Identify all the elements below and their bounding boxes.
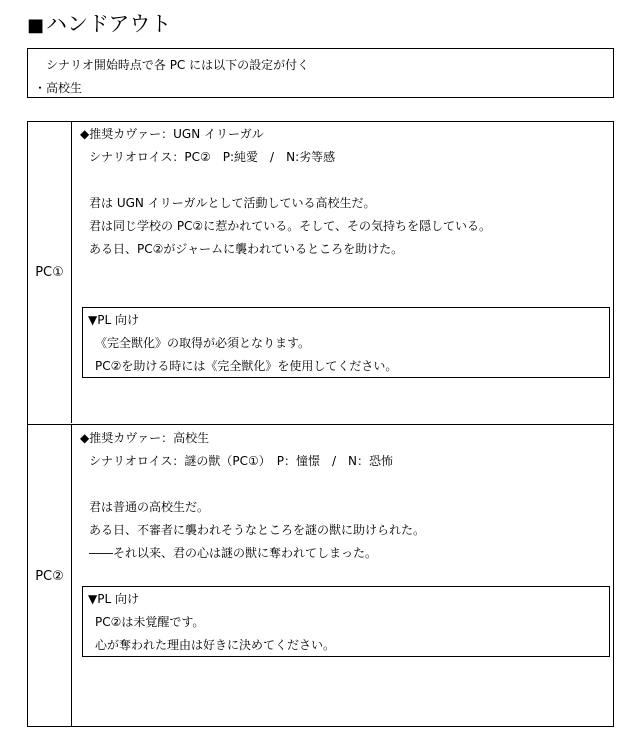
pc2-cover: ◆推奨カヴァー：高校生 [80,431,210,445]
pc1-lois: シナリオロイス：PC② P:純愛 / N:劣等感 [89,150,336,164]
pc2-pl-line: PC②は未覚醒です。 [95,615,205,629]
pc1-label: PC① [28,122,72,423]
pc-handout-table [27,121,614,727]
pc1-story-line: 君は同じ学校の PC②に惹かれている。そして、その気持ちを隠している。 [89,219,491,233]
pc2-content [72,425,613,727]
pc1-pl-note-box [82,307,610,378]
page-title [27,10,171,40]
pc2-story-line: 君は普通の高校生だ。 [89,500,210,514]
intro-box [27,48,614,98]
pc2-label: PC② [28,425,72,727]
pc2-story-line: ――それ以来、君の心は謎の獣に奪われてしまった。 [89,546,378,560]
pc2-lois: シナリオロイス：謎の獣（PC①） P：憧憬 / N：恐怖 [89,454,394,468]
pc1-pl-line: 《完全獣化》の取得が必須となります。 [95,336,311,350]
pc2-story-line: ある日、不審者に襲われそうなところを謎の獣に助けられた。 [89,523,426,537]
pc1-story-line: ある日、PC②がジャームに襲われているところを助けた。 [89,242,404,256]
pc1-pl-title: ▼PL 向け [88,313,139,327]
pc2-row [28,424,613,727]
pc2-pl-note-box [82,586,610,657]
pc2-pl-title: ▼PL 向け [88,592,139,606]
pc1-story-line: 君は UGN イリーガルとして活動している高校生だ。 [89,196,376,210]
pc1-content [72,122,613,423]
title-marker: ■ [27,15,45,36]
pc1-cover: ◆推奨カヴァー：UGN イリーガル [80,127,264,141]
intro-line-1: シナリオ開始時点で各 PC には以下の設定が付く [46,58,310,72]
pc1-row [28,122,613,423]
title-text: ハンドアウト [46,12,172,36]
pc2-pl-line: 心が奪われた理由は好きに決めてください。 [95,638,336,652]
pc1-pl-line: PC②を助ける時には《完全獣化》を使用してください。 [95,359,398,373]
intro-line-2: ・高校生 [34,81,83,95]
